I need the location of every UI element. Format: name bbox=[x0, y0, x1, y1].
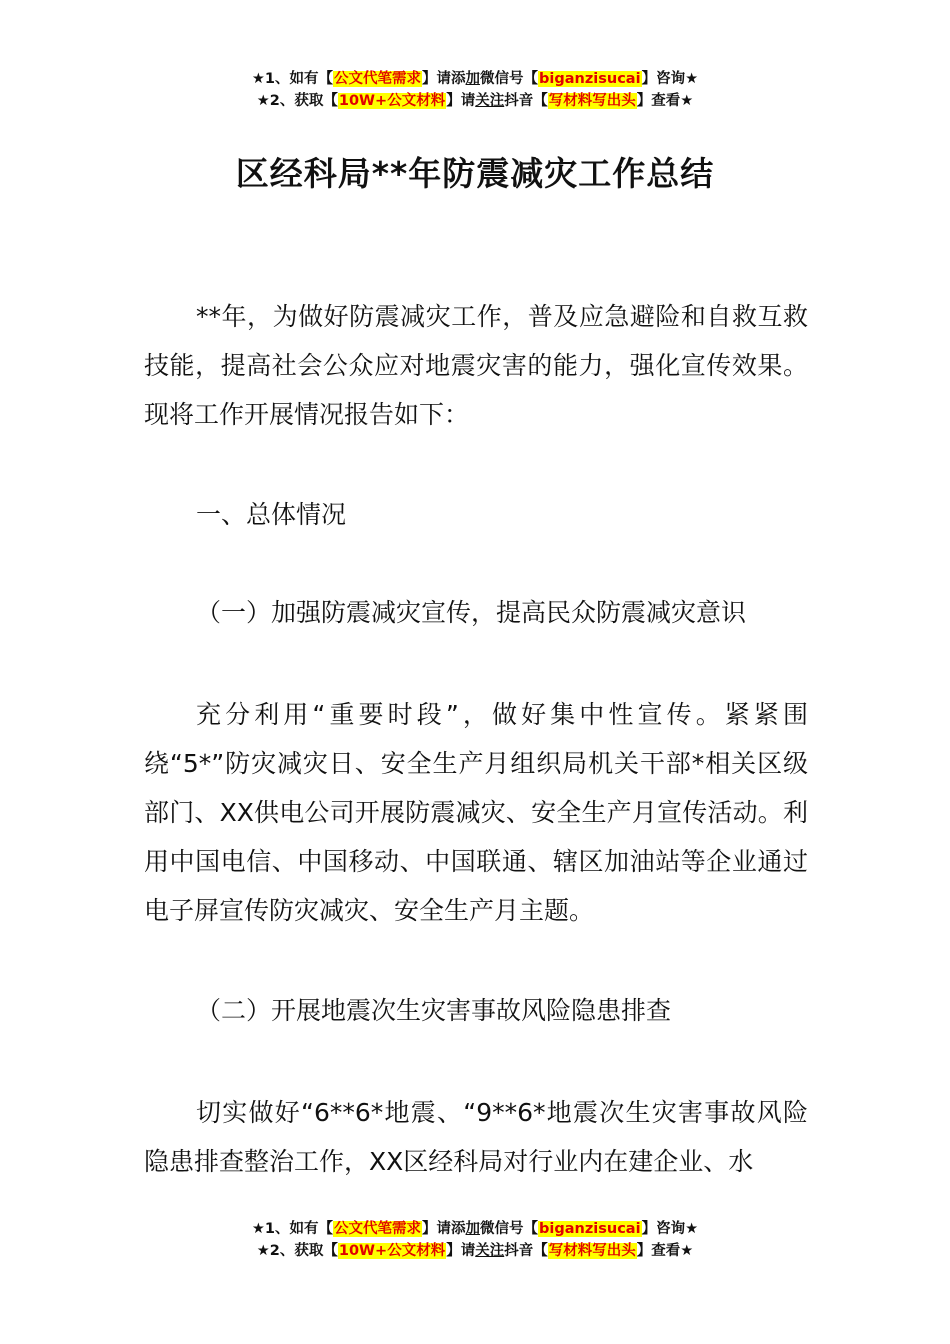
promo-text: 】请 bbox=[446, 93, 476, 109]
promo-highlight: 公文代笔需求 bbox=[334, 1221, 422, 1237]
promo-text: 】请 bbox=[446, 1243, 476, 1259]
promo-text: 】请添 bbox=[422, 71, 466, 87]
promo-line-2 bbox=[0, 90, 950, 112]
promo-highlight: 10W+公文材料 bbox=[338, 93, 446, 109]
intro-paragraph: **年，为做好防震减灾工作，普及应急避险和自救互救技能，提高社会公众应对地震灾害的能力，强化宣传效果。现将工作开展情况报告如下： bbox=[144, 302, 808, 429]
promo-text: 微信号【 bbox=[480, 1221, 539, 1237]
subsection-heading-2: （二）开展地震次生灾害事故风险隐患排查 bbox=[196, 996, 672, 1025]
promo-text: 抖音【 bbox=[504, 1243, 548, 1259]
promo-banner-top bbox=[0, 68, 950, 112]
promo-highlight: 公文代笔需求 bbox=[334, 71, 422, 87]
promo-text: ★2、获取【 bbox=[256, 1243, 338, 1259]
promo-highlight: 10W+公文材料 bbox=[338, 1243, 446, 1259]
promo-text: 】咨询★ bbox=[641, 71, 699, 87]
promo-text: ★1、如有【 bbox=[251, 71, 334, 87]
subsection-body-1: 充分利用“重要时段”，做好集中性宣传。紧紧围绕“5*”防灾减灾日、安全生产月组织局机关干部*相关区级部门、XX供电公司开展防震减灾、安全生产月宣传活动。利用中国电信、中国移动、中国联通、辖区加油站等企业通过电子屏宣传防灾减灾、安全生产月主题。 bbox=[144, 700, 808, 925]
promo-text-underlined: 加 bbox=[465, 1221, 481, 1237]
promo-banner-bottom bbox=[0, 1218, 950, 1262]
promo-line-2 bbox=[0, 1240, 950, 1262]
douyin-id-highlight: 写材料写出头 bbox=[548, 93, 636, 109]
promo-text-underlined: 关注 bbox=[475, 93, 505, 109]
promo-text-underlined: 加 bbox=[465, 71, 481, 87]
subsection-body-2: 切实做好“6**6*地震、“9**6*地震次生灾害事故风险隐患排查整治工作，XX区经科局对行业内在建企业、水 bbox=[144, 1098, 808, 1176]
promo-line-1 bbox=[0, 1218, 950, 1240]
section-heading-overview: 一、总体情况 bbox=[196, 500, 347, 529]
promo-text: ★1、如有【 bbox=[251, 1221, 334, 1237]
subsection-heading-1: （一）加强防震减灾宣传，提高民众防震减灾意识 bbox=[196, 598, 747, 627]
promo-text: 】查看★ bbox=[636, 93, 694, 109]
document-title: 区经科局**年防震减灾工作总结 bbox=[235, 154, 715, 193]
promo-text: 】咨询★ bbox=[641, 1221, 699, 1237]
wechat-id-highlight: biganzisucai bbox=[539, 71, 641, 87]
promo-text: 微信号【 bbox=[480, 71, 539, 87]
wechat-id-highlight: biganzisucai bbox=[539, 1221, 641, 1237]
promo-text-underlined: 关注 bbox=[475, 1243, 505, 1259]
promo-line-1 bbox=[0, 68, 950, 90]
douyin-id-highlight: 写材料写出头 bbox=[548, 1243, 636, 1259]
promo-text: 】查看★ bbox=[636, 1243, 694, 1259]
promo-text: ★2、获取【 bbox=[256, 93, 338, 109]
promo-text: 抖音【 bbox=[504, 93, 548, 109]
promo-text: 】请添 bbox=[422, 1221, 466, 1237]
